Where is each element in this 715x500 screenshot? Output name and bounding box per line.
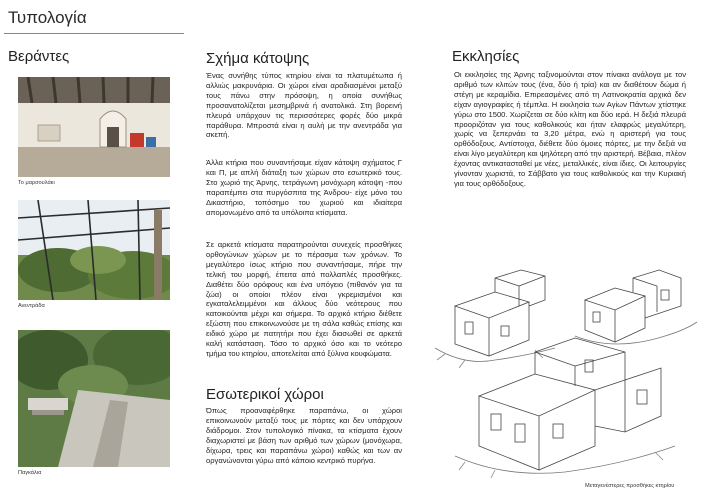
photo-anentrada [18, 200, 170, 300]
page-title: Τυπολογία [8, 8, 87, 27]
photo-pagkalia [18, 330, 170, 467]
floorplan-heading: Σχήμα κάτοψης [206, 50, 310, 67]
caption-anentrada: Ανεντράδα [18, 303, 45, 309]
verandas-heading: Βεράντες [8, 48, 70, 65]
floorplan-paragraph-2: Άλλα κτήρια που συναντήσαμε είχαν κάτοψη σχήματος Γ και Π, με απλή διάταξη των χώρων στο εσωτερικό τους. Στο χωριό της Άρνης, τετράγωνη μονόχωρη κάτοψη -που παραπέμπει στα πυργόσπιτα της Άνδρου- είχε μόνο του Δικαστήριο, τοπόσημο του χωριού και ιδιαίτερα απομονωμένο από τα υπόλοιπα κτίσματα. [206, 158, 402, 217]
churches-heading: Εκκλησίες [452, 48, 520, 65]
interior-heading: Εσωτερικοί χώροι [206, 386, 324, 403]
sketch-caption: Μεταγενέστερες προσθήκες κτηρίου [585, 483, 675, 489]
building-sketches [425, 256, 705, 480]
title-divider [4, 33, 184, 34]
floorplan-paragraph-3: Σε αρκετά κτίσματα παρατηρούνται συνεχείς προσθήκες ορθογώνιων χώρων με το πέρασμα των χρόνων. Το μεγαλύτερο ίσως κτήριο που συναντήσαμε, πήρε την τελική του μορφή, έπειτα από πολλαπλές προσθήκες. Διαθέτει δύο ορόφους και ένα υπόγειο (πιθανόν για τα ζώα) οι οποίοι πλέον είναι γκρεμισμένοι και εγκαταλελειμμένοι και άλλους δύο νεότερους που κατοικούνται μέχρι και σήμερα. Το αρχικό κτήριο διέθετε εξώστη που επικοινωνούσε με τη σάλα καθώς επίσης και ειδικό χώρο με πατητήρι που έχει διασωθεί σε αρκετά καλή κατάσταση. Τόσο το αρχικό όσο και το νεότερο τμήμα του κτηρίου, αποτελείται από ξύλινα κουφώματα. [206, 240, 402, 358]
churches-paragraph: Οι εκκλησίες της Άρνης ταξινομούνται στον πίνακα ανάλογα με τον αριθμό των κλιτών τους (ένα, δύο ή τρία) και αν διαθέτουν δώμα ή στέγη με κεραμίδια. Επιρεασμένες από τη Λατινοκρατία αρχικά δεν είχαν αγιογραφίες ή τέμπλα. Η εκκλησία των Αγίων Πάντων χτίστηκε γύρω στο 1500. Χωρίζεται σε δύο κλίτη και δύο ιερά. Η δεξιά πλευρά προοριζόταν για τους καθολικούς και ήταν ελαφρώς μεγαλύτερη, χωρίς να ξεπερνάει τα 3,20 μέτρα, ενώ η αριστερή για τους ορθόδοξους. Αντίστοιχα, διέθετε δύο όμοιες πόρτες, με την δεξιά να είναι λίγο μεγαλύτερη και ψηλότερη από την αριστερή. Βέβαια, πλέον έχοντας αντικατασταθεί με νέες, μεταλλικές, είναι ίδιες. Οι λειτουργίες γίνονταν χωριστά, το Σάββατο για τους καθολικούς και την Κυριακή για τους ορθόδοξους. [454, 70, 686, 188]
interior-paragraph: Όπως προαναφέρθηκε παραπάνω, οι χώροι επικοινωνούν μεταξύ τους με πόρτες και δεν υπάρχουν διάδρομοι. Στον τυπολογικό πίνακα, τα κτίσματα έχουν διαχωριστεί με βάση των αριθμό των χώρων (μονόχωρα, δίχωρα, τρεις και παραπάνω χώροι) καθώς και των αν οργανώνονται γύρω από κάποιο κεντρικό πυρήνα. [206, 406, 402, 465]
floorplan-paragraph-1: Ένας συνήθης τύπος κτηρίου είναι τα πλατυμέτωπα ή αλλιώς μακρυνάρια. Οι χώροι είναι αραδιασμένοι μεταξύ τους πάνω στην πρόσοψη, η οποία συνήθως προσανατολίζεται μεσημβρινά ή ανατολικά. Στη βορεινή πλευρά υπάρχουν τις περισσότερες φορές δύο μικρά παράθυρα. Μπροστά είναι η αυλή με την ανεντράδα για σκεπή. [206, 71, 402, 140]
photo-marsoulaki [18, 77, 170, 177]
caption-marsoulaki: Το μαρσουλάκι [18, 180, 55, 186]
caption-pagkalia: Παγκάλια [18, 470, 42, 476]
